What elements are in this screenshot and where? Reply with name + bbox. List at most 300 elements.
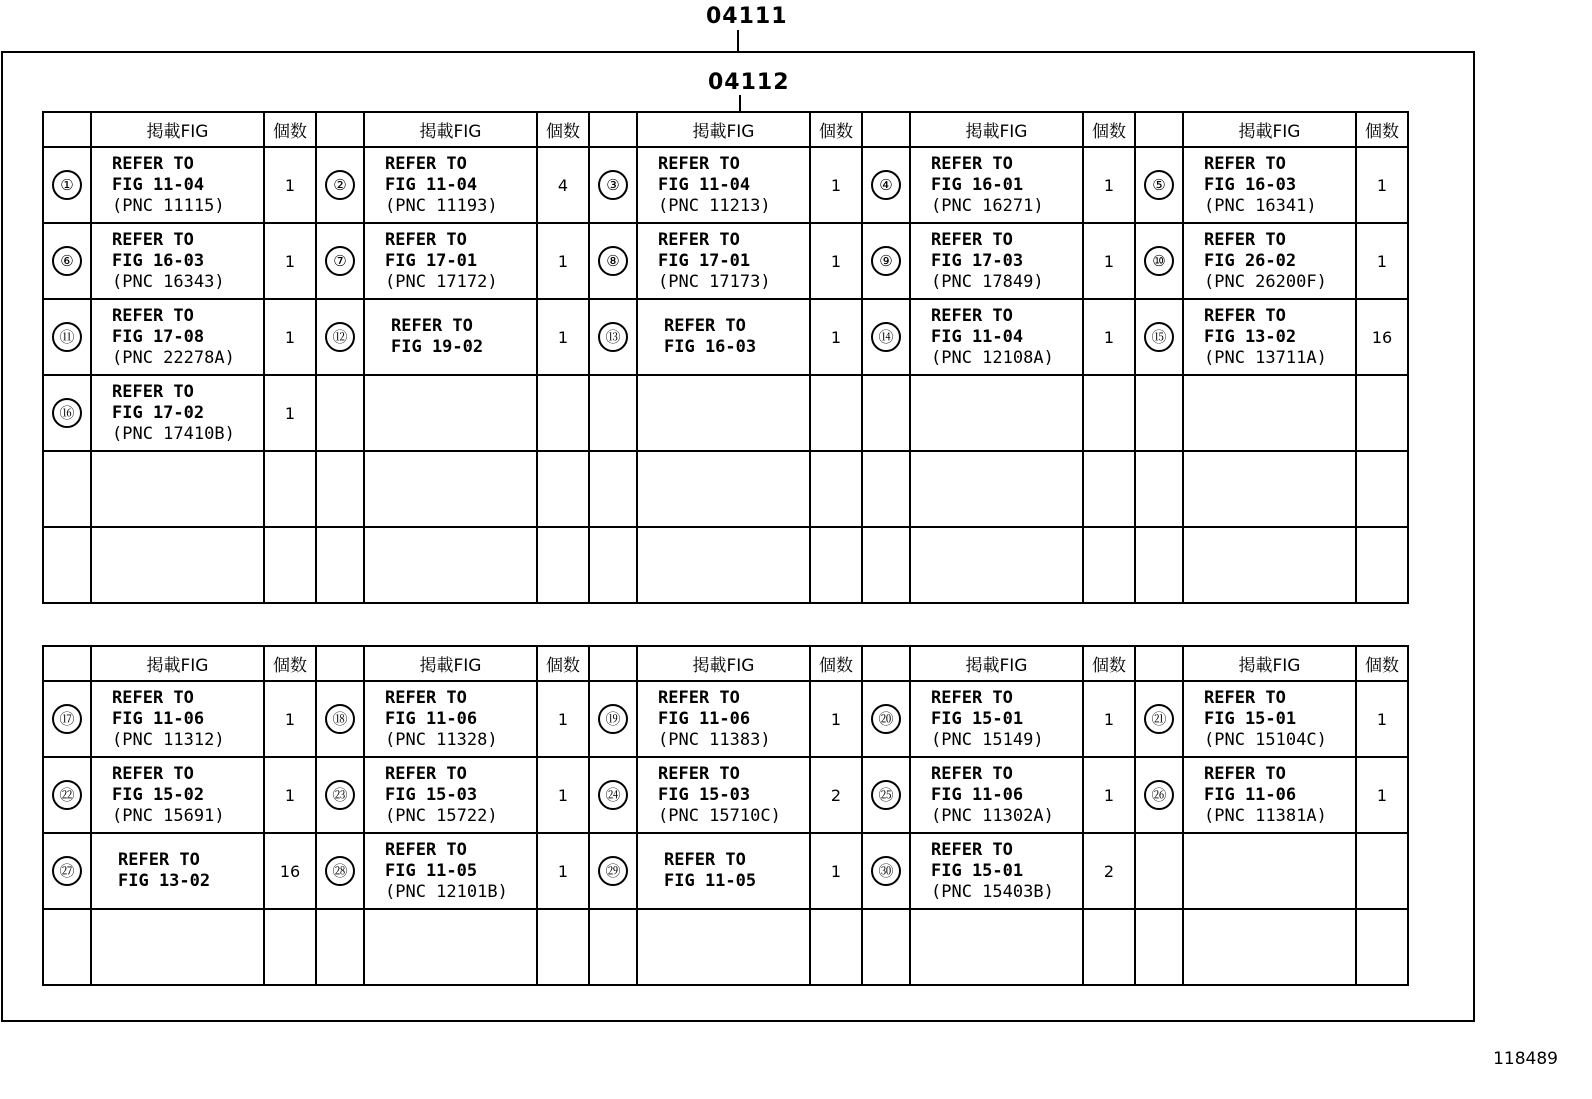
table-header-row (43, 112, 1408, 147)
reference-line-1: REFER TO (112, 381, 194, 402)
quantity-cell (1356, 299, 1408, 375)
quantity-cell (810, 527, 862, 603)
item-number-cell (589, 451, 637, 527)
item-number-badge: ㉘ (325, 856, 355, 886)
header-fig-cell: 掲載FIG (637, 646, 810, 681)
reference-cell (910, 223, 1083, 299)
item-number-badge: ㉖ (1144, 780, 1174, 810)
item-number-badge: ⑩ (1144, 246, 1174, 276)
quantity-cell (1356, 223, 1408, 299)
item-number-cell (316, 833, 364, 909)
header-index-cell (589, 112, 637, 147)
reference-text (1184, 154, 1355, 217)
reference-line-1: REFER TO (931, 153, 1013, 174)
reference-cell (91, 757, 264, 833)
reference-line-2: FIG 17-02 (112, 402, 205, 423)
header-index-cell (43, 112, 91, 147)
reference-cell (910, 299, 1083, 375)
item-number-cell (1135, 833, 1183, 909)
reference-line-3: (PNC 15710C) (658, 805, 781, 826)
reference-line-3: (PNC 17410B) (112, 423, 235, 444)
reference-cell (364, 223, 537, 299)
quantity-cell (1083, 451, 1135, 527)
reference-line-3: (PNC 11312) (112, 729, 225, 750)
quantity-cell (1356, 909, 1408, 985)
reference-cell (637, 147, 810, 223)
item-number-badge: ⑨ (871, 246, 901, 276)
reference-line-1: REFER TO (112, 229, 194, 250)
item-number-cell (589, 757, 637, 833)
item-number-badge: ⑲ (598, 704, 628, 734)
reference-line-2: FIG 13-02 (1204, 326, 1297, 347)
quantity-value: 1 (284, 709, 296, 729)
reference-line-2: FIG 16-03 (112, 250, 205, 271)
item-number-cell (43, 757, 91, 833)
quantity-cell (1083, 223, 1135, 299)
reference-text (92, 154, 263, 217)
reference-line-1: REFER TO (658, 229, 740, 250)
reference-text (92, 306, 263, 369)
quantity-cell (1083, 299, 1135, 375)
item-number-cell (1135, 223, 1183, 299)
quantity-cell (264, 223, 316, 299)
reference-cell (637, 909, 810, 985)
reference-line-3: (PNC 15149) (931, 729, 1044, 750)
quantity-value: 1 (1103, 175, 1115, 195)
quantity-cell (810, 757, 862, 833)
reference-cell (910, 833, 1083, 909)
item-number-cell (862, 375, 910, 451)
reference-text (911, 688, 1082, 751)
item-number-cell (43, 833, 91, 909)
item-number-badge: ④ (871, 170, 901, 200)
reference-cell (910, 451, 1083, 527)
quantity-cell (1356, 757, 1408, 833)
reference-cell (91, 147, 264, 223)
quantity-value: 1 (1376, 251, 1388, 271)
quantity-cell (1356, 451, 1408, 527)
reference-line-3: (PNC 12101B) (385, 881, 508, 902)
quantity-value: 1 (557, 327, 569, 347)
reference-line-1: REFER TO (664, 316, 746, 336)
quantity-value: 1 (557, 785, 569, 805)
item-number-cell (862, 451, 910, 527)
quantity-value: 1 (1376, 175, 1388, 195)
header-qty-cell: 個数 (1083, 112, 1135, 147)
reference-line-2: FIG 11-04 (658, 174, 751, 195)
header-index-cell (1135, 646, 1183, 681)
header-qty-cell: 個数 (810, 646, 862, 681)
reference-text (1184, 688, 1355, 751)
item-number-badge: ⑫ (325, 322, 355, 352)
reference-line-1: REFER TO (931, 763, 1013, 784)
item-number-cell (862, 527, 910, 603)
quantity-cell (1083, 147, 1135, 223)
reference-line-1: REFER TO (931, 305, 1013, 326)
quantity-value: 1 (1376, 709, 1388, 729)
reference-line-3: (PNC 11381A) (1204, 805, 1327, 826)
table-row (43, 681, 1408, 757)
reference-cell (1183, 451, 1356, 527)
table-row (43, 757, 1408, 833)
quantity-value: 1 (1103, 785, 1115, 805)
reference-line-2: FIG 11-06 (658, 708, 751, 729)
quantity-value: 16 (279, 861, 301, 881)
reference-text (1184, 306, 1355, 369)
table-row (43, 375, 1408, 451)
reference-text (638, 230, 809, 293)
reference-cell (637, 681, 810, 757)
reference-cell (637, 299, 810, 375)
quantity-value: 16 (1371, 327, 1393, 347)
item-number-badge: ⑰ (52, 704, 82, 734)
reference-text (638, 764, 809, 827)
table-row (43, 527, 1408, 603)
quantity-cell (537, 451, 589, 527)
reference-cell (91, 527, 264, 603)
reference-line-1: REFER TO (1204, 153, 1286, 174)
quantity-cell (537, 909, 589, 985)
quantity-cell (264, 375, 316, 451)
item-number-cell (589, 223, 637, 299)
header-index-cell (589, 646, 637, 681)
reference-line-2: FIG 26-02 (1204, 250, 1297, 271)
item-number-badge: ㉓ (325, 780, 355, 810)
header-index-cell (1135, 112, 1183, 147)
item-number-cell (862, 909, 910, 985)
item-number-badge: ① (52, 170, 82, 200)
reference-cell (637, 527, 810, 603)
item-number-cell (43, 223, 91, 299)
quantity-value: 2 (1103, 861, 1115, 881)
quantity-cell (810, 299, 862, 375)
quantity-cell (1083, 527, 1135, 603)
quantity-value: 1 (1103, 709, 1115, 729)
reference-line-3: (PNC 15722) (385, 805, 498, 826)
quantity-value: 4 (557, 175, 569, 195)
item-number-badge: ② (325, 170, 355, 200)
reference-text (92, 230, 263, 293)
header-qty-cell: 個数 (264, 112, 316, 147)
item-number-badge: ㉔ (598, 780, 628, 810)
reference-cell (637, 375, 810, 451)
quantity-cell (537, 375, 589, 451)
item-number-cell (43, 681, 91, 757)
quantity-cell (264, 681, 316, 757)
reference-line-2: FIG 19-02 (391, 337, 484, 357)
item-number-cell (43, 527, 91, 603)
header-index-cell (316, 646, 364, 681)
quantity-cell (1083, 833, 1135, 909)
reference-line-1: REFER TO (385, 839, 467, 860)
item-number-cell (589, 299, 637, 375)
quantity-cell (1083, 375, 1135, 451)
reference-cell (91, 833, 264, 909)
item-number-badge: ㉕ (871, 780, 901, 810)
table-header-row (43, 646, 1408, 681)
header-fig-cell: 掲載FIG (910, 646, 1083, 681)
reference-cell (364, 147, 537, 223)
reference-line-1: REFER TO (385, 229, 467, 250)
item-number-badge: ⑥ (52, 246, 82, 276)
reference-cell (1183, 681, 1356, 757)
reference-line-3: (PNC 16341) (1204, 195, 1317, 216)
item-number-badge: ㉚ (871, 856, 901, 886)
reference-cell (910, 909, 1083, 985)
quantity-value: 1 (284, 785, 296, 805)
quantity-cell (810, 375, 862, 451)
reference-line-1: REFER TO (931, 839, 1013, 860)
item-number-badge: ⑪ (52, 322, 82, 352)
reference-line-2: FIG 16-01 (931, 174, 1024, 195)
reference-cell (1183, 909, 1356, 985)
item-number-badge: ⑦ (325, 246, 355, 276)
quantity-cell (810, 147, 862, 223)
reference-cell (364, 299, 537, 375)
reference-cell (910, 147, 1083, 223)
quantity-cell (810, 833, 862, 909)
reference-cell (1183, 757, 1356, 833)
item-number-badge: ㉙ (598, 856, 628, 886)
reference-line-3: (PNC 11328) (385, 729, 498, 750)
reference-cell (910, 757, 1083, 833)
reference-table-2 (42, 645, 1409, 986)
reference-line-3: (PNC 17172) (385, 271, 498, 292)
reference-line-2: FIG 11-05 (664, 871, 757, 891)
reference-text (365, 230, 536, 293)
quantity-cell (1083, 909, 1135, 985)
quantity-value: 2 (830, 785, 842, 805)
reference-line-2: FIG 11-06 (112, 708, 205, 729)
quantity-value: 1 (557, 709, 569, 729)
reference-line-1: REFER TO (1204, 763, 1286, 784)
reference-text (92, 850, 263, 892)
reference-line-2: FIG 11-04 (931, 326, 1024, 347)
header-index-cell (862, 646, 910, 681)
header-qty-cell: 個数 (537, 112, 589, 147)
quantity-cell (537, 527, 589, 603)
reference-cell (364, 681, 537, 757)
reference-text (1184, 764, 1355, 827)
quantity-cell (537, 147, 589, 223)
reference-cell (637, 451, 810, 527)
reference-cell (364, 909, 537, 985)
reference-text (365, 688, 536, 751)
reference-line-3: (PNC 22278A) (112, 347, 235, 368)
item-number-cell (43, 147, 91, 223)
reference-line-3: (PNC 11213) (658, 195, 771, 216)
reference-cell (910, 527, 1083, 603)
item-number-badge: ⑮ (1144, 322, 1174, 352)
quantity-value: 1 (830, 251, 842, 271)
item-number-cell (316, 223, 364, 299)
reference-line-1: REFER TO (112, 305, 194, 326)
item-number-cell (316, 527, 364, 603)
quantity-value: 1 (830, 709, 842, 729)
reference-line-1: REFER TO (1204, 687, 1286, 708)
quantity-value: 1 (1376, 785, 1388, 805)
item-number-cell (862, 757, 910, 833)
reference-text (365, 764, 536, 827)
header-fig-cell: 掲載FIG (91, 112, 264, 147)
item-number-cell (316, 451, 364, 527)
item-number-badge: ⑯ (52, 398, 82, 428)
reference-line-1: REFER TO (385, 153, 467, 174)
item-number-cell (1135, 147, 1183, 223)
quantity-cell (264, 833, 316, 909)
item-number-cell (316, 375, 364, 451)
reference-line-1: REFER TO (112, 153, 194, 174)
quantity-value: 1 (1103, 251, 1115, 271)
item-number-cell (316, 681, 364, 757)
reference-cell (1183, 299, 1356, 375)
reference-line-2: FIG 11-06 (931, 784, 1024, 805)
reference-line-3: (PNC 13711A) (1204, 347, 1327, 368)
reference-line-2: FIG 11-06 (385, 708, 478, 729)
reference-cell (1183, 833, 1356, 909)
reference-table-1 (42, 111, 1409, 604)
reference-line-2: FIG 17-01 (385, 250, 478, 271)
reference-line-1: REFER TO (1204, 229, 1286, 250)
reference-line-1: REFER TO (658, 153, 740, 174)
item-number-cell (862, 147, 910, 223)
header-index-cell (862, 112, 910, 147)
header-fig-cell: 掲載FIG (637, 112, 810, 147)
quantity-cell (264, 299, 316, 375)
reference-cell (91, 451, 264, 527)
item-number-cell (589, 909, 637, 985)
quantity-cell (264, 909, 316, 985)
reference-line-3: (PNC 17849) (931, 271, 1044, 292)
reference-line-1: REFER TO (118, 850, 200, 870)
table-row (43, 147, 1408, 223)
quantity-cell (810, 451, 862, 527)
reference-cell (1183, 147, 1356, 223)
quantity-value: 1 (830, 861, 842, 881)
reference-cell (637, 833, 810, 909)
item-number-badge: ⑱ (325, 704, 355, 734)
table-row (43, 909, 1408, 985)
reference-text (365, 316, 536, 358)
quantity-value: 1 (1103, 327, 1115, 347)
reference-line-1: REFER TO (931, 687, 1013, 708)
item-number-badge: ⑭ (871, 322, 901, 352)
quantity-cell (810, 223, 862, 299)
quantity-cell (1356, 833, 1408, 909)
reference-line-2: FIG 15-01 (1204, 708, 1297, 729)
item-number-cell (1135, 527, 1183, 603)
item-number-cell (43, 375, 91, 451)
item-number-cell (862, 833, 910, 909)
header-fig-cell: 掲載FIG (1183, 112, 1356, 147)
item-number-cell (316, 147, 364, 223)
quantity-value: 1 (830, 175, 842, 195)
reference-line-1: REFER TO (931, 229, 1013, 250)
reference-text (638, 688, 809, 751)
reference-line-3: (PNC 11193) (385, 195, 498, 216)
reference-line-2: FIG 13-02 (118, 871, 211, 891)
quantity-value: 1 (284, 175, 296, 195)
quantity-cell (537, 833, 589, 909)
reference-cell (91, 299, 264, 375)
reference-line-3: (PNC 11115) (112, 195, 225, 216)
reference-cell (91, 909, 264, 985)
item-number-cell (43, 909, 91, 985)
reference-line-2: FIG 15-01 (931, 708, 1024, 729)
reference-text (92, 688, 263, 751)
item-number-cell (862, 681, 910, 757)
reference-line-2: FIG 15-02 (112, 784, 205, 805)
quantity-value: 1 (557, 251, 569, 271)
quantity-cell (1083, 757, 1135, 833)
header-qty-cell: 個数 (1356, 646, 1408, 681)
reference-line-2: FIG 15-01 (931, 860, 1024, 881)
reference-cell (91, 375, 264, 451)
assembly-label-04111: 04111 (706, 4, 788, 29)
reference-line-3: (PNC 15104C) (1204, 729, 1327, 750)
reference-text (638, 850, 809, 892)
item-number-cell (862, 299, 910, 375)
item-number-cell (43, 299, 91, 375)
reference-cell (1183, 375, 1356, 451)
item-number-cell (589, 527, 637, 603)
reference-cell (364, 833, 537, 909)
quantity-cell (1356, 147, 1408, 223)
item-number-cell (589, 833, 637, 909)
quantity-value: 1 (284, 251, 296, 271)
reference-line-3: (PNC 17173) (658, 271, 771, 292)
reference-line-1: REFER TO (112, 687, 194, 708)
reference-text (1184, 230, 1355, 293)
reference-line-1: REFER TO (658, 763, 740, 784)
reference-text (638, 154, 809, 217)
header-fig-cell: 掲載FIG (1183, 646, 1356, 681)
reference-line-3: (PNC 11383) (658, 729, 771, 750)
quantity-value: 1 (284, 327, 296, 347)
reference-line-2: FIG 11-04 (112, 174, 205, 195)
reference-line-2: FIG 11-05 (385, 860, 478, 881)
reference-text (365, 154, 536, 217)
reference-cell (1183, 527, 1356, 603)
reference-text (911, 840, 1082, 903)
item-number-cell (1135, 375, 1183, 451)
item-number-cell (862, 223, 910, 299)
quantity-cell (1356, 527, 1408, 603)
reference-cell (637, 757, 810, 833)
item-number-cell (1135, 681, 1183, 757)
quantity-cell (264, 527, 316, 603)
reference-cell (910, 681, 1083, 757)
reference-line-3: (PNC 26200F) (1204, 271, 1327, 292)
reference-line-1: REFER TO (664, 850, 746, 870)
item-number-cell (589, 147, 637, 223)
reference-line-2: FIG 17-03 (931, 250, 1024, 271)
figure-id: 118489 (1493, 1049, 1558, 1069)
header-qty-cell: 個数 (810, 112, 862, 147)
reference-line-3: (PNC 15691) (112, 805, 225, 826)
reference-cell (91, 681, 264, 757)
item-number-cell (1135, 909, 1183, 985)
item-number-badge: ⑧ (598, 246, 628, 276)
reference-line-2: FIG 15-03 (385, 784, 478, 805)
quantity-cell (537, 223, 589, 299)
reference-line-1: REFER TO (385, 687, 467, 708)
quantity-cell (1356, 681, 1408, 757)
quantity-cell (264, 451, 316, 527)
reference-text (92, 382, 263, 445)
reference-text (911, 154, 1082, 217)
reference-line-2: FIG 15-03 (658, 784, 751, 805)
